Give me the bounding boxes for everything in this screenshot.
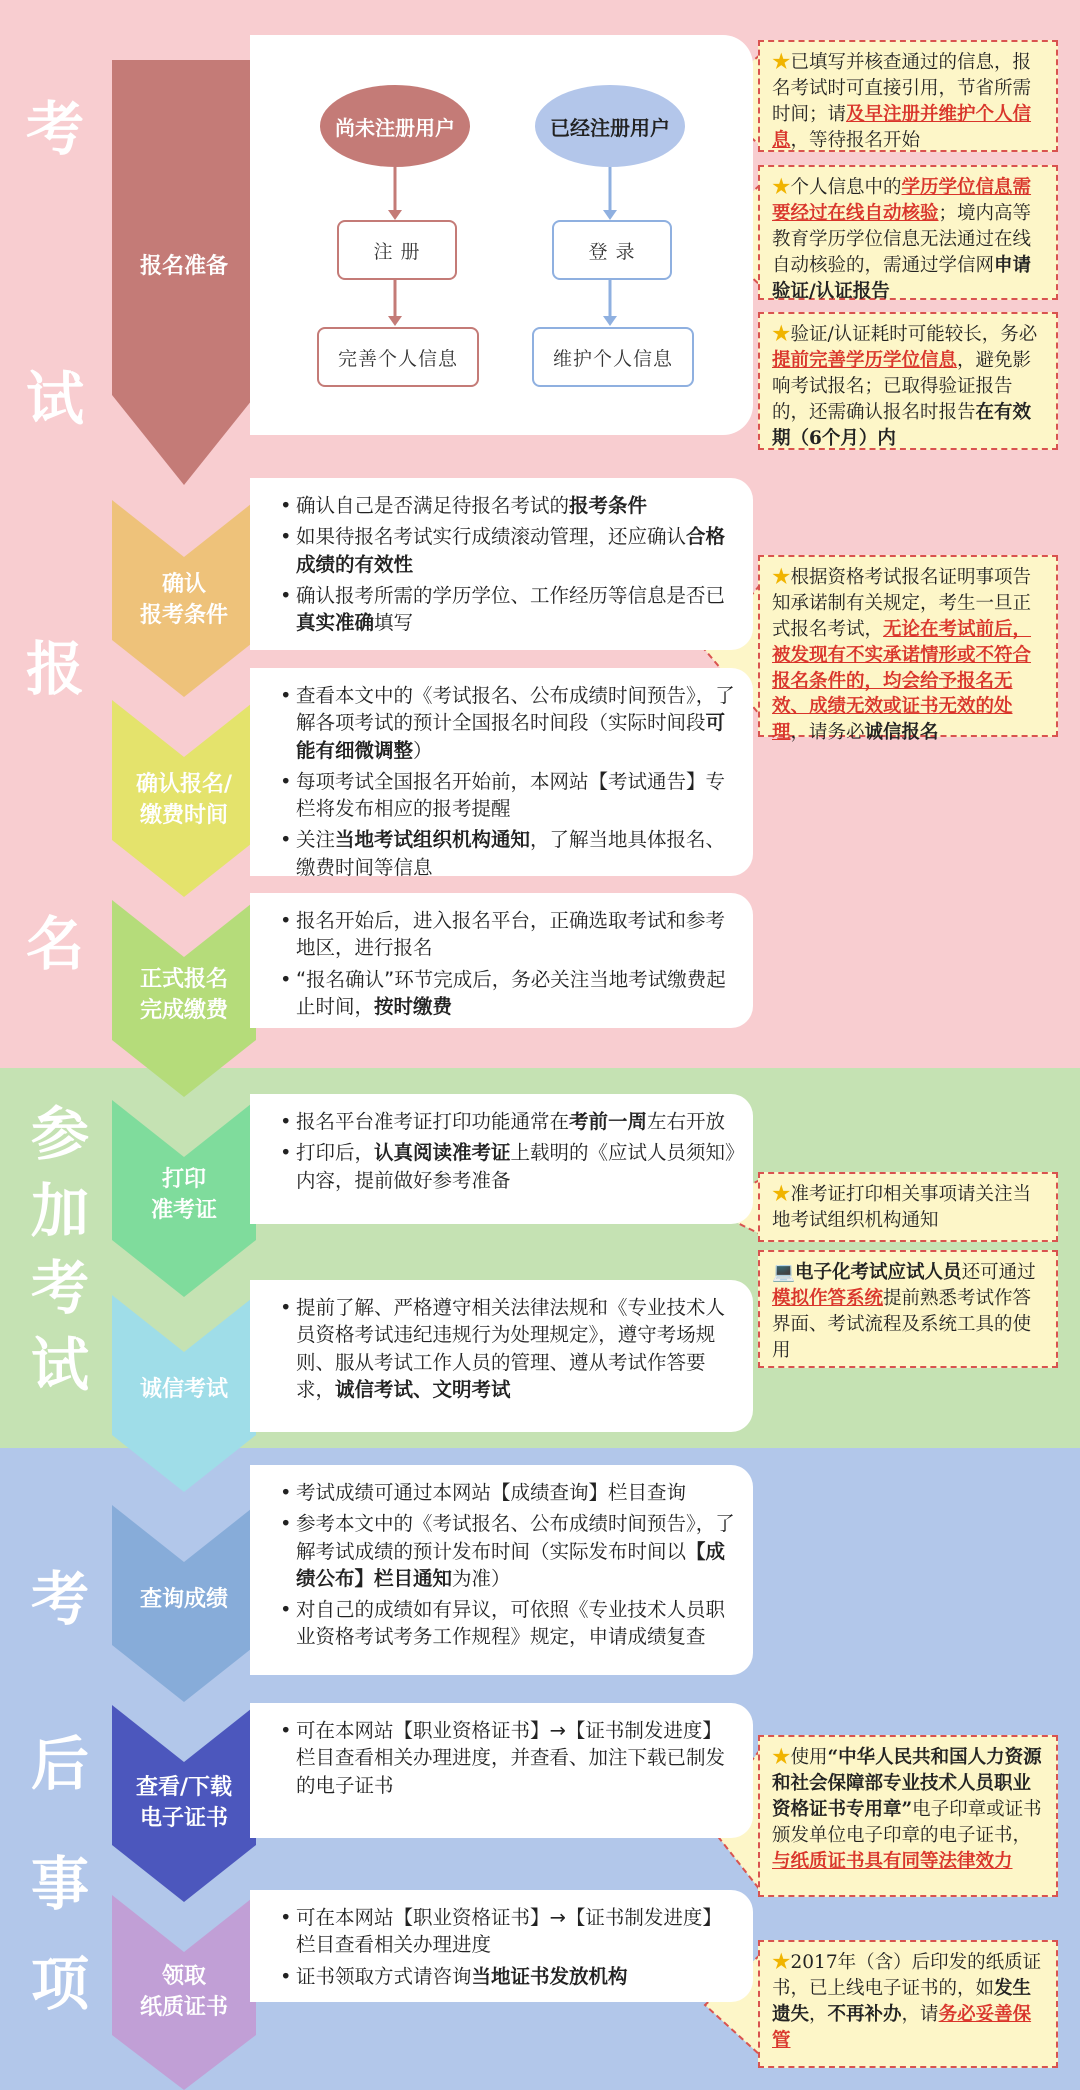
- section-char: 考: [25, 95, 84, 163]
- note-mock-system: 💻电子化考试应试人员还可通过模拟作答系统提前熟悉考试作答界面、考试流程及系统工具的使用: [758, 1250, 1058, 1368]
- note-degree-verify: ★个人信息中的学历学位信息需要经过在线自动核验；境内高等教育学历学位信息无法通过在线自动核验的，需通过学信网申请验证/认证报告: [758, 165, 1058, 300]
- section-char: 考: [30, 1565, 89, 1633]
- card-confirm-time: [250, 668, 753, 879]
- section-char: 名: [25, 910, 84, 978]
- step-label: 确认报名/ 缴费时间: [135, 772, 233, 828]
- star-icon: ★: [772, 52, 791, 73]
- card-honest-exam: [250, 1280, 753, 1432]
- section-char: 试: [25, 365, 84, 433]
- register-button[interactable]: 注 册: [337, 220, 457, 280]
- star-icon: ★: [772, 1184, 791, 1205]
- step-label: 打印 准考证: [150, 1167, 217, 1223]
- unregistered-user-node: 尚未注册用户: [320, 85, 470, 167]
- list-item: • 提前了解、严格遵守相关法律法规和《专业技术人员资格考试违纪违规行为处理规定》，遵守考场规则、服从考试工作人员的管理、遵从考试作答要求，诚信考试、文明考试: [280, 1294, 741, 1403]
- star-icon: ★: [772, 567, 791, 588]
- step-label: 正式报名 完成缴费: [139, 967, 228, 1023]
- list-item: • 可在本网站【职业资格证书】→【证书制发进度】栏目查看相关办理进度: [280, 1904, 741, 1959]
- list-item: • 关注当地考试组织机构通知，了解当地具体报名、缴费时间等信息: [280, 826, 741, 881]
- list-item: • 可在本网站【职业资格证书】→【证书制发进度】栏目查看相关办理进度，并查看、加注下载已制发的电子证书: [280, 1717, 741, 1799]
- list-item: • 参考本文中的《考试报名、公布成绩时间预告》，了解考试成绩的预计发布时间（实际发布时间以【成绩公布】栏目通知为准）: [280, 1510, 741, 1592]
- list-item: • 对自己的成绩如有异议，可依照《专业技术人员职业资格考试考务工作规程》规定，申请成绩复查: [280, 1596, 741, 1651]
- list-item: • 确认自己是否满足待报名考试的报考条件: [280, 492, 741, 519]
- step-label: 领取 纸质证书: [139, 1964, 228, 2020]
- section-char: 加: [30, 1177, 89, 1245]
- list-item: • 查看本文中的《考试报名、公布成绩时间预告》，了解各项考试的预计全国报名时间段（实际时间段可能有细微调整）: [280, 682, 741, 764]
- card-paper-cert: [250, 1890, 753, 2002]
- list-item: • 确认报考所需的学历学位、工作经历等信息是否已真实准确填写: [280, 582, 741, 637]
- card-confirm-conditions: [250, 478, 753, 650]
- star-icon: ★: [772, 1952, 791, 1973]
- list-item: • 证书领取方式请咨询当地证书发放机构: [280, 1963, 741, 1990]
- star-icon: ★: [772, 177, 791, 198]
- card-e-cert: [250, 1703, 753, 1838]
- list-item: • 报名平台准考证打印功能通常在考前一周左右开放: [280, 1108, 741, 1135]
- step-label: 查询成绩: [139, 1587, 228, 1612]
- star-icon: ★: [772, 1747, 791, 1768]
- note-honest-register: ★根据资格考试报名证明事项告知承诺制有关规定，考生一旦正式报名考试，无论在考试前后，被发现有不实承诺情形或不符合报名条件的，均会给予报名无效、成绩无效或证书无效的处理，请务必诚信报名: [758, 555, 1058, 737]
- step-label: 报名准备: [139, 254, 228, 279]
- section-char: 报: [25, 635, 84, 703]
- list-item: • 每项考试全国报名开始前，本网站【考试通告】专栏将发布相应的报考提醒: [280, 768, 741, 823]
- note-paper-cert-keep: ★2017年（含）后印发的纸质证书，已上线电子证书的，如发生遗失，不再补办，请务必妥善保管: [758, 1940, 1058, 2068]
- list-item: • 报名开始后，进入报名平台，正确选取考试和参考地区，进行报名: [280, 907, 741, 962]
- list-item: • 考试成绩可通过本网站【成绩查询】栏目查询: [280, 1479, 741, 1506]
- section-char: 参: [30, 1100, 89, 1168]
- card-print-ticket: [250, 1094, 753, 1224]
- section-char: 考: [30, 1254, 89, 1322]
- step-label: 确认 报考条件: [139, 572, 228, 628]
- computer-icon: 💻: [772, 1262, 796, 1283]
- section-char: 事: [30, 1850, 89, 1918]
- step-label: 诚信考试: [139, 1377, 228, 1402]
- section-char: 试: [30, 1331, 89, 1399]
- maintain-info-box: 维护个人信息: [532, 327, 694, 387]
- section-char: 后: [30, 1730, 89, 1798]
- note-info-reuse: ★已填写并核查通过的信息，报名考试时可直接引用，节省所需时间；请及早注册并维护个人信息，等待报名开始: [758, 40, 1058, 152]
- step-label: 查看/下载 电子证书: [135, 1775, 233, 1831]
- complete-info-box: 完善个人信息: [317, 327, 479, 387]
- star-icon: ★: [772, 324, 791, 345]
- note-ticket-print: ★准考证打印相关事项请关注当地考试组织机构通知: [758, 1172, 1058, 1242]
- section-char: 项: [30, 1950, 89, 2018]
- card-formal-register: [250, 893, 753, 1028]
- note-e-cert-valid: ★使用“中华人民共和国人力资源和社会保障部专业技术人员职业资格证书专用章”电子印章或证书颁发单位电子印章的电子证书，与纸质证书具有同等法律效力: [758, 1735, 1058, 1897]
- login-button[interactable]: 登 录: [552, 220, 672, 280]
- registered-user-node: 已经注册用户: [535, 85, 685, 167]
- note-verify-time: ★验证/认证耗时可能较长，务必提前完善学历学位信息，避免影响考试报名；已取得验证报告的，还需确认报名时报告在有效期（6个月）内: [758, 312, 1058, 450]
- card-query-score: [250, 1465, 753, 1675]
- list-item: • “报名确认”环节完成后，务必关注当地考试缴费起止时间，按时缴费: [280, 966, 741, 1021]
- list-item: • 打印后，认真阅读准考证上载明的《应试人员须知》内容，提前做好参考准备: [280, 1139, 741, 1194]
- list-item: • 如果待报名考试实行成绩滚动管理，还应确认合格成绩的有效性: [280, 523, 741, 578]
